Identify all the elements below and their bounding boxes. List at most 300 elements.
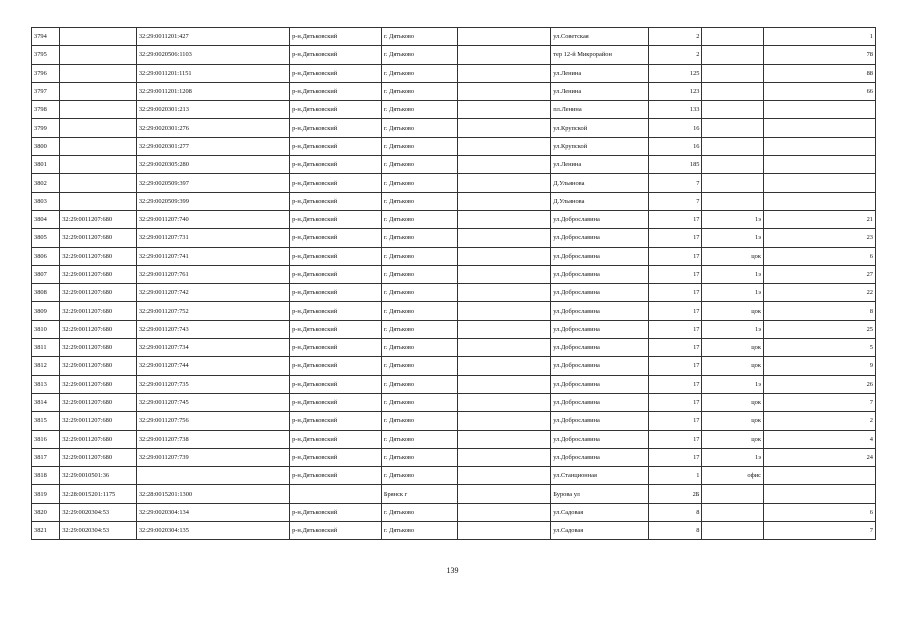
apartment-cell [763, 174, 875, 192]
row-number-cell: 3800 [32, 137, 60, 155]
table-row [32, 265, 876, 283]
settlement-cell [458, 522, 551, 540]
street-cell: ул.Доброславина [551, 393, 649, 411]
floor-cell: 1э [702, 210, 764, 228]
district-cell: р-н.Дятьковский [290, 430, 382, 448]
apartment-cell: 6 [763, 503, 875, 521]
street-cell: ул.Доброславина [551, 375, 649, 393]
district-cell: р-н.Дятьковский [290, 101, 382, 119]
district-cell: р-н.Дятьковский [290, 28, 382, 46]
cadastral-number-cell: 32:29:0011207:744 [136, 357, 289, 375]
house-cell: 2Б [649, 485, 702, 503]
row-number-cell: 3813 [32, 375, 60, 393]
house-cell: 133 [649, 101, 702, 119]
district-cell: р-н.Дятьковский [290, 174, 382, 192]
cadastral-number-cell: 32:29:0011207:740 [136, 210, 289, 228]
parent-cadastral-cell [60, 192, 137, 210]
cadastral-number-cell: 32:29:0011201:1151 [136, 64, 289, 82]
house-cell: 17 [649, 448, 702, 466]
city-cell: г. Дятьково [381, 412, 458, 430]
city-cell: г. Дятьково [381, 357, 458, 375]
apartment-cell: 22 [763, 284, 875, 302]
floor-cell: 1э [702, 265, 764, 283]
row-number-cell: 3808 [32, 284, 60, 302]
parent-cadastral-cell: 32:29:0011207:680 [60, 210, 137, 228]
apartment-cell: 21 [763, 210, 875, 228]
cadastral-number-cell: 32:29:0011207:742 [136, 284, 289, 302]
city-cell: г. Дятьково [381, 375, 458, 393]
row-number-cell: 3802 [32, 174, 60, 192]
apartment-cell [763, 192, 875, 210]
parent-cadastral-cell [60, 46, 137, 64]
cadastral-number-cell: 32:29:0020509:399 [136, 192, 289, 210]
district-cell: р-н.Дятьковский [290, 265, 382, 283]
table-row [32, 339, 876, 357]
floor-cell: 1э [702, 284, 764, 302]
floor-cell [702, 119, 764, 137]
house-cell: 17 [649, 412, 702, 430]
street-cell: ул.Доброславина [551, 339, 649, 357]
cadastral-number-cell: 32:29:0020304:134 [136, 503, 289, 521]
street-cell: ул.Ленина [551, 156, 649, 174]
settlement-cell [458, 46, 551, 64]
district-cell: р-н.Дятьковский [290, 284, 382, 302]
house-cell: 7 [649, 192, 702, 210]
settlement-cell [458, 101, 551, 119]
street-cell: ул.Ленина [551, 82, 649, 100]
district-cell: р-н.Дятьковский [290, 467, 382, 485]
table-row [32, 412, 876, 430]
cadastral-number-cell: 32:28:0015201:1300 [136, 485, 289, 503]
settlement-cell [458, 119, 551, 137]
city-cell: г. Дятьково [381, 137, 458, 155]
district-cell: р-н.Дятьковский [290, 522, 382, 540]
parent-cadastral-cell: 32:29:0020304:53 [60, 522, 137, 540]
apartment-cell: 7 [763, 522, 875, 540]
parent-cadastral-cell [60, 174, 137, 192]
settlement-cell [458, 430, 551, 448]
city-cell: г. Дятьково [381, 210, 458, 228]
parent-cadastral-cell: 32:29:0011207:680 [60, 265, 137, 283]
apartment-cell: 6 [763, 247, 875, 265]
city-cell: г. Дятьково [381, 82, 458, 100]
floor-cell: 1э [702, 320, 764, 338]
page-number: 139 [446, 566, 459, 575]
apartment-cell: 9 [763, 357, 875, 375]
street-cell: Д.Ульянова [551, 192, 649, 210]
table-row [32, 229, 876, 247]
table-row [32, 284, 876, 302]
row-number-cell: 3809 [32, 302, 60, 320]
row-number-cell: 3796 [32, 64, 60, 82]
table-row [32, 137, 876, 155]
apartment-cell: 4 [763, 430, 875, 448]
settlement-cell [458, 302, 551, 320]
street-cell: ул.Доброславина [551, 357, 649, 375]
floor-cell: 1э [702, 375, 764, 393]
city-cell: г. Дятьково [381, 28, 458, 46]
apartment-cell: 5 [763, 339, 875, 357]
registry-table [31, 27, 876, 540]
row-number-cell: 3807 [32, 265, 60, 283]
table-row [32, 247, 876, 265]
apartment-cell: 27 [763, 265, 875, 283]
parent-cadastral-cell [60, 137, 137, 155]
row-number-cell: 3799 [32, 119, 60, 137]
settlement-cell [458, 192, 551, 210]
row-number-cell: 3819 [32, 485, 60, 503]
house-cell: 125 [649, 64, 702, 82]
apartment-cell: 8 [763, 302, 875, 320]
cadastral-number-cell: 32:29:0011207:743 [136, 320, 289, 338]
row-number-cell: 3797 [32, 82, 60, 100]
row-number-cell: 3815 [32, 412, 60, 430]
city-cell: г. Дятьково [381, 393, 458, 411]
parent-cadastral-cell: 32:29:0011207:680 [60, 302, 137, 320]
parent-cadastral-cell [60, 101, 137, 119]
floor-cell [702, 64, 764, 82]
street-cell: ул.Доброславина [551, 412, 649, 430]
cadastral-number-cell: 32:29:0020305:280 [136, 156, 289, 174]
house-cell: 17 [649, 320, 702, 338]
apartment-cell: 66 [763, 82, 875, 100]
apartment-cell: 78 [763, 46, 875, 64]
settlement-cell [458, 485, 551, 503]
cadastral-number-cell: 32:29:0020301:276 [136, 119, 289, 137]
house-cell: 1 [649, 467, 702, 485]
table-row [32, 503, 876, 521]
table-row [32, 393, 876, 411]
settlement-cell [458, 393, 551, 411]
floor-cell [702, 192, 764, 210]
district-cell: р-н.Дятьковский [290, 375, 382, 393]
table-row [32, 119, 876, 137]
row-number-cell: 3817 [32, 448, 60, 466]
city-cell: г. Дятьково [381, 64, 458, 82]
district-cell: р-н.Дятьковский [290, 320, 382, 338]
table-row [32, 64, 876, 82]
city-cell: г. Дятьково [381, 284, 458, 302]
street-cell: ул.Крупской [551, 119, 649, 137]
cadastral-number-cell: 32:29:0011207:752 [136, 302, 289, 320]
house-cell: 2 [649, 46, 702, 64]
house-cell: 8 [649, 503, 702, 521]
row-number-cell: 3821 [32, 522, 60, 540]
floor-cell: 1э [702, 448, 764, 466]
row-number-cell: 3811 [32, 339, 60, 357]
table-row [32, 485, 876, 503]
row-number-cell: 3810 [32, 320, 60, 338]
floor-cell [702, 485, 764, 503]
city-cell: г. Дятьково [381, 229, 458, 247]
house-cell: 17 [649, 357, 702, 375]
row-number-cell: 3795 [32, 46, 60, 64]
street-cell: ул.Доброславина [551, 229, 649, 247]
cadastral-number-cell: 32:29:0011207:756 [136, 412, 289, 430]
district-cell: р-н.Дятьковский [290, 503, 382, 521]
cadastral-number-cell: 32:29:0011207:735 [136, 375, 289, 393]
house-cell: 2 [649, 28, 702, 46]
row-number-cell: 3805 [32, 229, 60, 247]
table-row [32, 210, 876, 228]
floor-cell [702, 101, 764, 119]
district-cell: р-н.Дятьковский [290, 210, 382, 228]
floor-cell: цок [702, 247, 764, 265]
house-cell: 17 [649, 229, 702, 247]
settlement-cell [458, 137, 551, 155]
apartment-cell [763, 119, 875, 137]
house-cell: 17 [649, 430, 702, 448]
floor-cell [702, 522, 764, 540]
street-cell: пл.Ленина [551, 101, 649, 119]
parent-cadastral-cell: 32:29:0011207:680 [60, 247, 137, 265]
cadastral-number-cell: 32:29:0011207:745 [136, 393, 289, 411]
parent-cadastral-cell: 32:29:0011207:680 [60, 393, 137, 411]
house-cell: 17 [649, 375, 702, 393]
apartment-cell: 2 [763, 412, 875, 430]
street-cell: ул.Советская [551, 28, 649, 46]
settlement-cell [458, 229, 551, 247]
floor-cell [702, 46, 764, 64]
apartment-cell [763, 485, 875, 503]
city-cell: г. Дятьково [381, 503, 458, 521]
row-number-cell: 3812 [32, 357, 60, 375]
parent-cadastral-cell: 32:29:0020304:53 [60, 503, 137, 521]
district-cell: р-н.Дятьковский [290, 156, 382, 174]
district-cell: р-н.Дятьковский [290, 302, 382, 320]
apartment-cell [763, 467, 875, 485]
street-cell: ул.Доброславина [551, 430, 649, 448]
street-cell: Бурова ул [551, 485, 649, 503]
city-cell: г. Дятьково [381, 247, 458, 265]
cadastral-number-cell: 32:29:0011201:1208 [136, 82, 289, 100]
street-cell: ул.Крупской [551, 137, 649, 155]
cadastral-number-cell: 32:29:0011207:741 [136, 247, 289, 265]
settlement-cell [458, 503, 551, 521]
city-cell: г. Дятьково [381, 46, 458, 64]
settlement-cell [458, 265, 551, 283]
district-cell: р-н.Дятьковский [290, 229, 382, 247]
settlement-cell [458, 174, 551, 192]
table-row [32, 320, 876, 338]
district-cell: р-н.Дятьковский [290, 82, 382, 100]
settlement-cell [458, 357, 551, 375]
floor-cell [702, 82, 764, 100]
apartment-cell: 23 [763, 229, 875, 247]
apartment-cell [763, 101, 875, 119]
parent-cadastral-cell: 32:29:0011207:680 [60, 375, 137, 393]
parent-cadastral-cell [60, 119, 137, 137]
row-number-cell: 3814 [32, 393, 60, 411]
settlement-cell [458, 375, 551, 393]
house-cell: 7 [649, 174, 702, 192]
apartment-cell [763, 156, 875, 174]
row-number-cell: 3818 [32, 467, 60, 485]
cadastral-number-cell: 32:29:0020509:397 [136, 174, 289, 192]
apartment-cell [763, 137, 875, 155]
district-cell: р-н.Дятьковский [290, 339, 382, 357]
parent-cadastral-cell: 32:29:0011207:680 [60, 320, 137, 338]
settlement-cell [458, 156, 551, 174]
house-cell: 123 [649, 82, 702, 100]
cadastral-number-cell: 32:29:0011207:738 [136, 430, 289, 448]
apartment-cell: 1 [763, 28, 875, 46]
table-row [32, 82, 876, 100]
table-row [32, 522, 876, 540]
house-cell: 185 [649, 156, 702, 174]
row-number-cell: 3803 [32, 192, 60, 210]
parent-cadastral-cell: 32:29:0010501:36 [60, 467, 137, 485]
floor-cell: цок [702, 302, 764, 320]
street-cell: ул.Доброславина [551, 247, 649, 265]
settlement-cell [458, 247, 551, 265]
cadastral-number-cell: 32:29:0020304:135 [136, 522, 289, 540]
settlement-cell [458, 28, 551, 46]
floor-cell: цок [702, 412, 764, 430]
street-cell: ул.Ленина [551, 64, 649, 82]
city-cell: Брянск г [381, 485, 458, 503]
parent-cadastral-cell [60, 28, 137, 46]
street-cell: Д.Ульянова [551, 174, 649, 192]
table-row [32, 302, 876, 320]
floor-cell [702, 503, 764, 521]
parent-cadastral-cell: 32:29:0011207:680 [60, 229, 137, 247]
district-cell: р-н.Дятьковский [290, 192, 382, 210]
house-cell: 16 [649, 119, 702, 137]
table-row [32, 156, 876, 174]
table-row [32, 46, 876, 64]
row-number-cell: 3820 [32, 503, 60, 521]
city-cell: г. Дятьково [381, 522, 458, 540]
settlement-cell [458, 210, 551, 228]
street-cell: ул.Доброславина [551, 320, 649, 338]
row-number-cell: 3816 [32, 430, 60, 448]
row-number-cell: 3794 [32, 28, 60, 46]
table-row [32, 192, 876, 210]
district-cell [290, 485, 382, 503]
parent-cadastral-cell: 32:29:0011207:680 [60, 339, 137, 357]
table-row [32, 430, 876, 448]
district-cell: р-н.Дятьковский [290, 137, 382, 155]
table-row [32, 101, 876, 119]
city-cell: г. Дятьково [381, 101, 458, 119]
row-number-cell: 3806 [32, 247, 60, 265]
row-number-cell: 3804 [32, 210, 60, 228]
house-cell: 17 [649, 284, 702, 302]
row-number-cell: 3798 [32, 101, 60, 119]
floor-cell [702, 28, 764, 46]
house-cell: 17 [649, 393, 702, 411]
table-row [32, 174, 876, 192]
parent-cadastral-cell: 32:29:0011207:680 [60, 412, 137, 430]
house-cell: 17 [649, 265, 702, 283]
floor-cell [702, 137, 764, 155]
floor-cell [702, 174, 764, 192]
house-cell: 17 [649, 210, 702, 228]
district-cell: р-н.Дятьковский [290, 64, 382, 82]
floor-cell: цок [702, 430, 764, 448]
cadastral-number-cell [136, 467, 289, 485]
house-cell: 16 [649, 137, 702, 155]
street-cell: ул.Доброславина [551, 448, 649, 466]
street-cell: ул.Доброславина [551, 210, 649, 228]
apartment-cell: 88 [763, 64, 875, 82]
district-cell: р-н.Дятьковский [290, 247, 382, 265]
parent-cadastral-cell: 32:28:0015201:1175 [60, 485, 137, 503]
settlement-cell [458, 320, 551, 338]
settlement-cell [458, 339, 551, 357]
cadastral-number-cell: 32:29:0011207:734 [136, 339, 289, 357]
settlement-cell [458, 467, 551, 485]
city-cell: г. Дятьково [381, 320, 458, 338]
city-cell: г. Дятьково [381, 156, 458, 174]
street-cell: ул.Доброславина [551, 302, 649, 320]
street-cell: ул.Доброславина [551, 265, 649, 283]
cadastral-number-cell: 32:29:0020506:1103 [136, 46, 289, 64]
table-row [32, 375, 876, 393]
city-cell: г. Дятьково [381, 192, 458, 210]
table-row [32, 448, 876, 466]
street-cell: ул.Садовая [551, 503, 649, 521]
house-cell: 17 [649, 339, 702, 357]
cadastral-number-cell: 32:29:0011201:427 [136, 28, 289, 46]
parent-cadastral-cell: 32:29:0011207:680 [60, 448, 137, 466]
apartment-cell: 26 [763, 375, 875, 393]
city-cell: г. Дятьково [381, 302, 458, 320]
city-cell: г. Дятьково [381, 174, 458, 192]
city-cell: г. Дятьково [381, 119, 458, 137]
floor-cell: цок [702, 393, 764, 411]
district-cell: р-н.Дятьковский [290, 412, 382, 430]
city-cell: г. Дятьково [381, 448, 458, 466]
house-cell: 17 [649, 302, 702, 320]
floor-cell: цок [702, 339, 764, 357]
cadastral-number-cell: 32:29:0011207:739 [136, 448, 289, 466]
apartment-cell: 7 [763, 393, 875, 411]
house-cell: 17 [649, 247, 702, 265]
parent-cadastral-cell: 32:29:0011207:680 [60, 357, 137, 375]
district-cell: р-н.Дятьковский [290, 393, 382, 411]
settlement-cell [458, 82, 551, 100]
table-row [32, 28, 876, 46]
parent-cadastral-cell [60, 156, 137, 174]
city-cell: г. Дятьково [381, 467, 458, 485]
street-cell: тер 12-й Микрорайон [551, 46, 649, 64]
district-cell: р-н.Дятьковский [290, 46, 382, 64]
street-cell: ул.Станционная [551, 467, 649, 485]
city-cell: г. Дятьково [381, 339, 458, 357]
house-cell: 8 [649, 522, 702, 540]
floor-cell: 1э [702, 229, 764, 247]
street-cell: ул.Садовая [551, 522, 649, 540]
parent-cadastral-cell [60, 64, 137, 82]
apartment-cell: 25 [763, 320, 875, 338]
city-cell: г. Дятьково [381, 430, 458, 448]
settlement-cell [458, 284, 551, 302]
parent-cadastral-cell [60, 82, 137, 100]
floor-cell [702, 156, 764, 174]
settlement-cell [458, 412, 551, 430]
table-row [32, 357, 876, 375]
settlement-cell [458, 448, 551, 466]
floor-cell: офис [702, 467, 764, 485]
parent-cadastral-cell: 32:29:0011207:680 [60, 430, 137, 448]
table-row [32, 467, 876, 485]
street-cell: ул.Доброславина [551, 284, 649, 302]
cadastral-number-cell: 32:29:0020301:277 [136, 137, 289, 155]
district-cell: р-н.Дятьковский [290, 357, 382, 375]
apartment-cell: 24 [763, 448, 875, 466]
